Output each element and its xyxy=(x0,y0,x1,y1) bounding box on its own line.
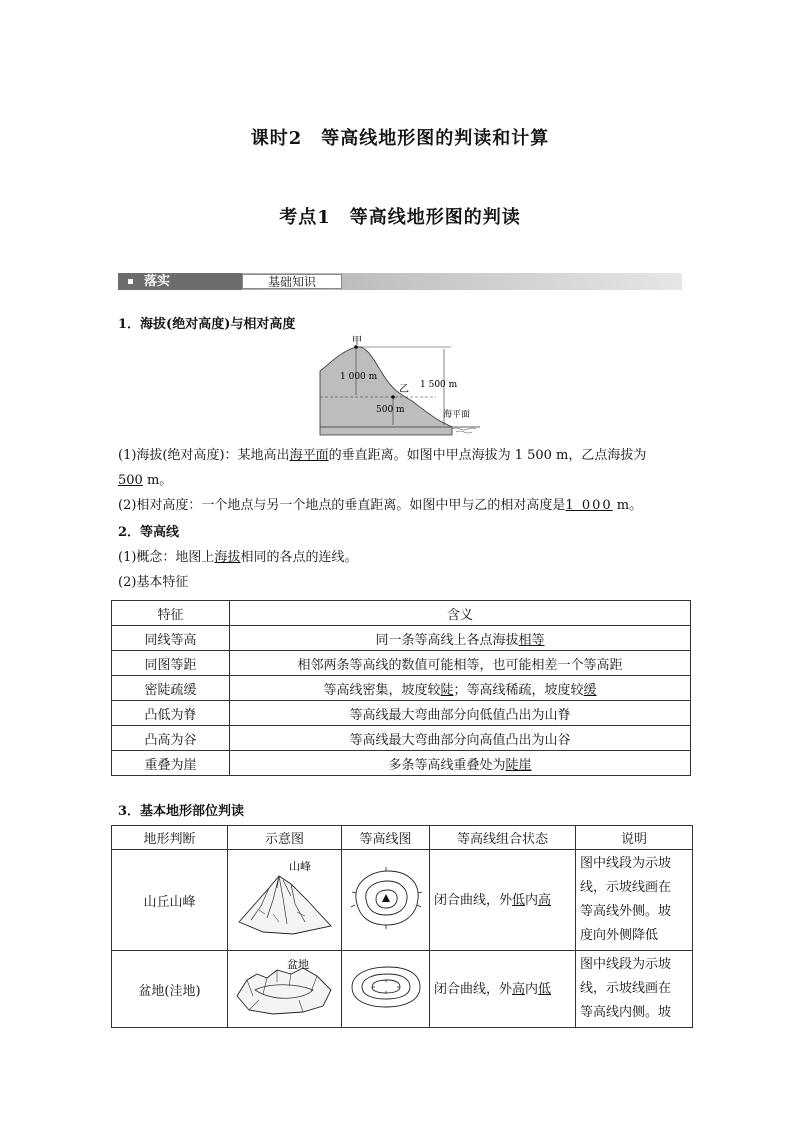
answer: 相等 xyxy=(518,632,545,648)
desc-cell xyxy=(576,850,693,951)
features-table xyxy=(111,600,691,776)
table-header-row xyxy=(112,601,691,626)
basin-contour xyxy=(346,961,426,1013)
text: m。 xyxy=(612,498,643,513)
banner-left-label: 落实 xyxy=(144,274,171,289)
text: 内 xyxy=(525,892,539,908)
table-row xyxy=(112,726,691,751)
col-header: 说明 xyxy=(576,826,693,850)
peak-contour xyxy=(346,863,426,933)
answer: 海平面 xyxy=(289,448,329,463)
feature-cell: 凸高为谷 xyxy=(112,726,230,751)
meaning-cell xyxy=(230,751,691,776)
text: 闭合曲线，外 xyxy=(434,981,513,997)
landform-table xyxy=(111,825,693,1028)
col-header: 特征 xyxy=(112,601,230,626)
text: 等高线最大弯曲部分向低值凸出为山脊 xyxy=(349,707,571,723)
page-title: 课时2 等高线地形图的判读和计算 xyxy=(250,128,550,149)
basin-sketch xyxy=(233,956,337,1018)
table-row xyxy=(112,701,691,726)
heading-altitude: 1．海拔(绝对高度)与相对高度 xyxy=(118,317,296,332)
desc-cell xyxy=(576,951,693,1028)
meaning-cell xyxy=(230,651,691,676)
answer: 低 xyxy=(538,981,552,997)
heading-contour: 2．等高线 xyxy=(118,525,180,540)
answer: 1 000 xyxy=(565,498,613,513)
desc-line: 线，示坡线画在 xyxy=(580,880,672,895)
label-1000: 1 000 m xyxy=(340,372,378,382)
answer: 高 xyxy=(512,981,526,997)
square-icon xyxy=(128,279,133,284)
meaning-cell xyxy=(230,726,691,751)
meaning-cell xyxy=(230,626,691,651)
contour-cell xyxy=(342,850,430,951)
answer: 陡 xyxy=(440,682,454,698)
answer: 陡崖 xyxy=(505,757,532,773)
text: 闭合曲线，外 xyxy=(434,892,513,908)
text: 同一条等高线上各点海拔 xyxy=(375,632,519,648)
text: (1)概念：地图上 xyxy=(118,550,215,565)
desc-line: 图中线段为示坡 xyxy=(580,856,672,871)
table-row xyxy=(112,951,693,1028)
landform-name: 盆地(洼地) xyxy=(112,951,228,1028)
para-altitude-cont xyxy=(118,472,172,490)
feature-cell: 同线等高 xyxy=(112,626,230,651)
state-cell xyxy=(430,850,576,951)
desc-line: 度向外侧降低 xyxy=(580,928,659,943)
answer: 缓 xyxy=(583,682,597,698)
text: ；等高线稀疏，坡度较 xyxy=(453,682,584,698)
table-row xyxy=(112,751,691,776)
col-header: 示意图 xyxy=(228,826,342,850)
table-row xyxy=(112,651,691,676)
contour-cell xyxy=(342,951,430,1028)
table-row xyxy=(112,676,691,701)
para-concept xyxy=(118,549,357,567)
mountain-profile xyxy=(320,347,452,435)
meaning-cell xyxy=(230,701,691,726)
text: 多条等高线重叠处为 xyxy=(388,757,506,773)
sketch-cell xyxy=(228,951,342,1028)
label-yi: 乙 xyxy=(399,384,409,395)
text: 内 xyxy=(525,981,539,997)
col-header: 含义 xyxy=(230,601,691,626)
text: m。 xyxy=(142,473,173,488)
heading-landform: 3．基本地形部位判读 xyxy=(118,804,245,819)
banner-right: 基础知识 xyxy=(242,274,342,289)
para-relative xyxy=(118,497,642,515)
table-header-row xyxy=(112,826,693,850)
sketch-label: 山峰 xyxy=(288,860,311,873)
text: (1)海拔(绝对高度)：某地高出 xyxy=(118,448,290,463)
col-header: 等高线图 xyxy=(342,826,430,850)
desc-line: 等高线外侧。坡 xyxy=(580,904,672,919)
sketch-cell xyxy=(228,850,342,951)
feature-cell: 重叠为崖 xyxy=(112,751,230,776)
label-500: 500 m xyxy=(376,405,405,415)
answer: 500 xyxy=(118,473,143,488)
para-basic: (2)基本特征 xyxy=(118,575,189,590)
meaning-cell xyxy=(230,676,691,701)
water-waves xyxy=(452,428,476,433)
answer: 海拔 xyxy=(214,550,241,565)
landform-name: 山丘山峰 xyxy=(112,850,228,951)
answer: 高 xyxy=(538,892,552,908)
para-altitude xyxy=(118,447,646,465)
banner-left xyxy=(118,273,242,290)
text: 等高线最大弯曲部分向高值凸出为山谷 xyxy=(349,732,571,748)
point-yi xyxy=(391,395,395,399)
section-banner xyxy=(118,273,684,291)
section-title: 考点1 等高线地形图的判读 xyxy=(279,207,521,228)
table-row xyxy=(112,850,693,951)
answer: 低 xyxy=(512,892,526,908)
text: (2)相对高度：一个地点与另一个地点的垂直距离。如图中甲与乙的相对高度是 xyxy=(118,498,566,513)
state-cell xyxy=(430,951,576,1028)
desc-line: 等高线内侧。坡 xyxy=(580,1005,672,1020)
feature-cell: 密陡疏缓 xyxy=(112,676,230,701)
text: 等高线密集，坡度较 xyxy=(323,682,441,698)
text: 相同的各点的连线。 xyxy=(240,550,358,565)
label-jia: 甲 xyxy=(352,336,362,347)
label-1500: 1 500 m xyxy=(420,380,458,390)
altitude-figure xyxy=(316,335,486,437)
desc-line: 线，示坡线画在 xyxy=(580,981,672,996)
text: 的垂直距离。如图中甲点海拔为 1 500 m，乙点海拔为 xyxy=(328,448,647,463)
feature-cell: 同图等距 xyxy=(112,651,230,676)
label-sea: 海平面 xyxy=(443,410,471,420)
col-header: 地形判断 xyxy=(112,826,228,850)
desc-line: 图中线段为示坡 xyxy=(580,957,672,972)
text: 相邻两条等高线的数值可能相等，也可能相差一个等高距 xyxy=(297,657,623,673)
table-row xyxy=(112,626,691,651)
peak-sketch xyxy=(233,854,337,942)
col-header: 等高线组合状态 xyxy=(430,826,576,850)
feature-cell: 凸低为脊 xyxy=(112,701,230,726)
sketch-label: 盆地 xyxy=(286,958,309,971)
